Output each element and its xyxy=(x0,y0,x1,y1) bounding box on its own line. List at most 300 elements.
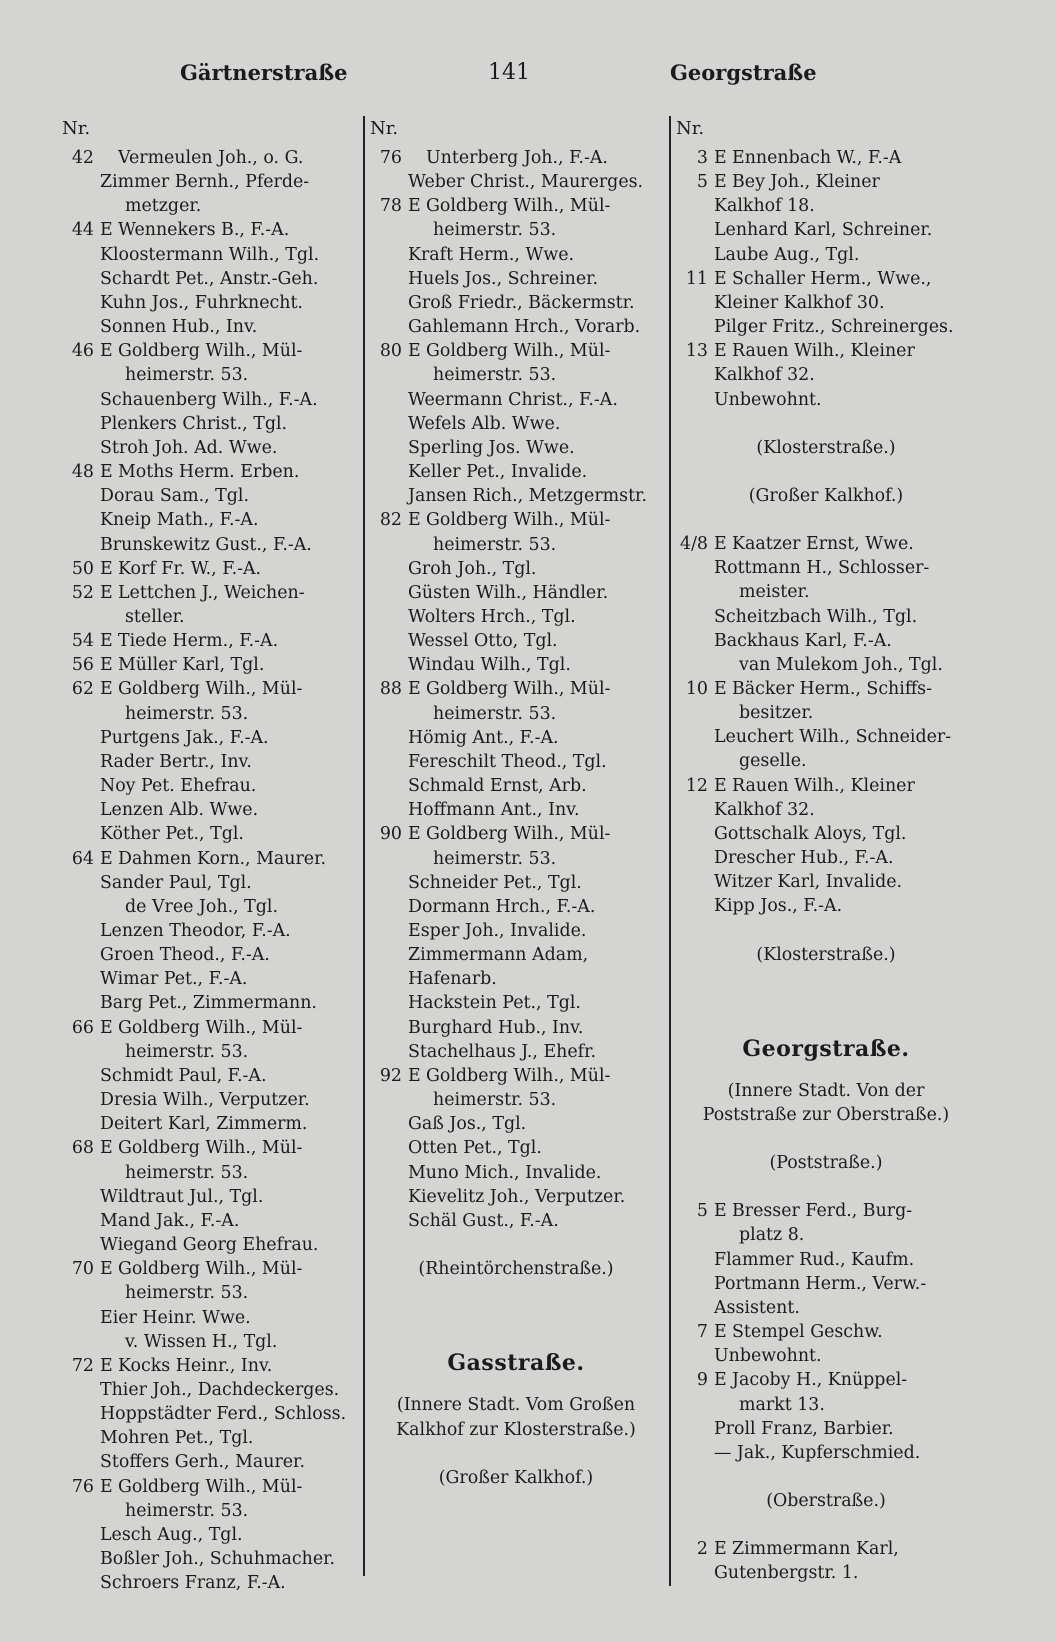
resident-text: Jansen Rich., Metzgermstr. xyxy=(408,486,647,507)
resident-text: heimerstr. 53. xyxy=(433,365,557,386)
owner-marker: E xyxy=(100,558,113,579)
address-entry-line xyxy=(370,1185,662,1209)
resident-text: Schmidt Paul, F.-A. xyxy=(100,1065,267,1086)
house-number: 50 xyxy=(71,558,94,579)
address-entry xyxy=(62,1257,356,1281)
page-number: 141 xyxy=(488,60,530,85)
resident-text: Lettchen J., Weichen- xyxy=(118,582,305,603)
house-number: 10 xyxy=(685,678,708,699)
resident-text: Kraft Herm., Wwe. xyxy=(408,244,575,265)
resident-text: heimerstr. 53. xyxy=(125,365,249,386)
resident-text: Rader Bertr., Inv. xyxy=(100,751,252,772)
house-number: 7 xyxy=(696,1322,708,1343)
address-entry-line xyxy=(62,1209,356,1233)
resident-text: Backhaus Karl, F.-A. xyxy=(714,630,892,651)
resident-text: de Vree Joh., Tgl. xyxy=(125,896,278,917)
owner-marker: E xyxy=(100,220,113,241)
house-number: 44 xyxy=(71,220,94,241)
house-number: 80 xyxy=(379,341,402,362)
resident-text: Güsten Wilh., Händler. xyxy=(408,582,609,603)
address-entry-line xyxy=(62,1330,356,1354)
address-entry-line xyxy=(676,1344,976,1368)
header-left-title: Gärtnerstraße xyxy=(180,60,348,85)
address-entry xyxy=(62,1136,356,1160)
address-entry-line xyxy=(62,991,356,1015)
street-description: (Innere Stadt. Vom Großen xyxy=(396,1395,636,1416)
resident-text: Kleiner Kalkhof 30. xyxy=(714,292,885,313)
resident-text: Vermeulen Joh., o. G. xyxy=(118,148,304,168)
column-2 xyxy=(370,112,662,1490)
resident-text: heimerstr. 53. xyxy=(125,703,249,724)
resident-text: Wessel Otto, Tgl. xyxy=(408,631,558,652)
resident-text: Hackstein Pet., Tgl. xyxy=(408,993,581,1014)
address-entry-line xyxy=(676,1272,976,1296)
owner-marker: E xyxy=(714,341,727,362)
resident-text: heimerstr. 53. xyxy=(433,703,557,724)
address-entry-line xyxy=(62,702,356,726)
house-number: 68 xyxy=(71,1138,94,1159)
address-entry-line xyxy=(62,267,356,291)
address-entry-line xyxy=(370,967,662,991)
owner-marker: E xyxy=(714,775,727,796)
resident-text: heimerstr. 53. xyxy=(433,534,557,555)
address-entry xyxy=(676,170,976,194)
address-entry-line xyxy=(370,315,662,339)
owner-marker: E xyxy=(714,1539,727,1560)
address-entry-line xyxy=(62,871,356,895)
resident-text: Hoffmann Ant., Inv. xyxy=(408,800,580,821)
resident-text: Fereschilt Theod., Tgl. xyxy=(408,751,607,772)
address-entry xyxy=(676,774,976,798)
address-entry xyxy=(62,653,356,677)
owner-marker: E xyxy=(100,679,113,700)
resident-text: Gahlemann Hrch., Vorarb. xyxy=(408,317,641,338)
owner-marker: E xyxy=(408,1065,421,1086)
owner-marker: E xyxy=(714,1201,727,1222)
resident-text: Goldberg Wilh., Mül- xyxy=(118,679,303,700)
cross-street: (Großer Kalkhof.) xyxy=(438,1467,594,1488)
resident-text: heimerstr. 53. xyxy=(433,848,557,869)
resident-text: Goldberg Wilh., Mül- xyxy=(118,1476,303,1497)
address-entry xyxy=(62,677,356,701)
address-entry-line xyxy=(370,1136,662,1160)
resident-text: Kloostermann Wilh., Tgl. xyxy=(100,244,320,265)
address-entry-line xyxy=(62,1064,356,1088)
address-entry-line xyxy=(62,1185,356,1209)
address-entry xyxy=(370,822,662,846)
address-entry-line xyxy=(370,243,662,267)
address-entry-line xyxy=(370,1040,662,1064)
address-entry-line xyxy=(62,750,356,774)
address-entry xyxy=(62,1354,356,1378)
owner-marker: E xyxy=(714,678,727,699)
house-number: 72 xyxy=(71,1355,94,1376)
resident-text: Zimmermann Adam, xyxy=(408,945,589,966)
resident-text: platz 8. xyxy=(739,1225,805,1246)
address-entry xyxy=(62,339,356,363)
address-entry xyxy=(676,1537,976,1561)
house-number: 90 xyxy=(379,824,402,845)
resident-text: Wolters Hrch., Tgl. xyxy=(408,606,576,627)
address-entry-line xyxy=(676,798,976,822)
house-number: 48 xyxy=(71,462,94,483)
address-entry-line xyxy=(676,1393,976,1417)
address-entry-line xyxy=(370,943,662,967)
resident-text: Ennenbach W., F.-A xyxy=(732,148,902,168)
resident-text: Drescher Hub., F.-A. xyxy=(714,848,894,869)
address-entry-line xyxy=(370,629,662,653)
address-entry xyxy=(676,1368,976,1392)
resident-text: Unbewohnt. xyxy=(714,1346,822,1367)
street-description: Poststraße zur Oberstraße.) xyxy=(702,1105,950,1125)
address-entry-line xyxy=(370,1112,662,1136)
address-entry-line xyxy=(370,702,662,726)
address-entry-line xyxy=(370,267,662,291)
owner-marker: E xyxy=(100,582,113,603)
house-number: 12 xyxy=(685,775,708,796)
address-entry-line xyxy=(62,436,356,460)
entry-list xyxy=(370,146,662,1233)
address-entry-line xyxy=(62,943,356,967)
owner-marker: E xyxy=(100,1355,113,1376)
address-entry-line xyxy=(676,1417,976,1441)
owner-marker: E xyxy=(100,462,113,483)
owner-marker: E xyxy=(100,631,113,652)
address-entry-line xyxy=(62,388,356,412)
resident-text: Sonnen Hub., Inv. xyxy=(100,317,258,338)
cross-street: (Oberstraße.) xyxy=(766,1491,886,1512)
resident-text: Gaß Jos., Tgl. xyxy=(408,1114,527,1135)
house-number: 54 xyxy=(71,631,94,652)
address-entry-line xyxy=(676,291,976,315)
address-entry-line xyxy=(62,1426,356,1450)
resident-text: Sperling Jos. Wwe. xyxy=(408,437,575,458)
address-entry-line xyxy=(62,774,356,798)
resident-text: Wimar Pet., F.-A. xyxy=(100,969,248,990)
resident-text: meister. xyxy=(739,582,810,603)
address-entry-line xyxy=(676,556,976,580)
resident-text: Hoppstädter Ferd., Schloss. xyxy=(100,1404,347,1425)
resident-text: heimerstr. 53. xyxy=(125,1041,249,1062)
resident-text: Müller Karl, Tgl. xyxy=(118,655,265,676)
resident-text: Schaller Herm., Wwe., xyxy=(732,268,932,289)
resident-text: Goldberg Wilh., Mül- xyxy=(426,341,611,362)
resident-text: Wennekers B., F.-A. xyxy=(118,220,290,241)
resident-text: Goldberg Wilh., Mül- xyxy=(426,1065,611,1086)
column-divider xyxy=(363,116,365,1576)
address-entry-line xyxy=(62,291,356,315)
address-entry-line xyxy=(370,460,662,484)
resident-text: Witzer Karl, Invalide. xyxy=(714,872,903,893)
resident-text: Scheitzbach Wilh., Tgl. xyxy=(714,606,918,627)
address-entry-line xyxy=(676,846,976,870)
house-number: 9 xyxy=(696,1370,708,1391)
resident-text: Portmann Herm., Verw.- xyxy=(714,1273,927,1294)
address-entry-line xyxy=(370,436,662,460)
address-entry-line xyxy=(62,822,356,846)
resident-text: Lenzen Theodor, F.-A. xyxy=(100,921,291,941)
cross-street: (Klosterstraße.) xyxy=(756,944,896,965)
address-entry-line xyxy=(370,605,662,629)
house-number: 88 xyxy=(379,679,402,700)
address-entry-line xyxy=(676,580,976,604)
resident-text: Laube Aug., Tgl. xyxy=(714,244,860,265)
address-entry-line xyxy=(370,895,662,919)
resident-text: Mand Jak., F.-A. xyxy=(100,1210,240,1231)
house-number: 52 xyxy=(71,582,94,603)
resident-text: Wiegand Georg Ehefrau. xyxy=(100,1235,319,1256)
owner-marker: E xyxy=(100,848,113,869)
cross-street: (Rheintörchenstraße.) xyxy=(418,1259,614,1280)
owner-marker: E xyxy=(100,1259,113,1280)
owner-marker: E xyxy=(100,1017,113,1038)
address-entry-line xyxy=(62,533,356,557)
resident-text: Goldberg Wilh., Mül- xyxy=(426,824,611,845)
resident-text: — Jak., Kupferschmied. xyxy=(714,1442,921,1463)
address-entry-line xyxy=(370,991,662,1015)
house-number: 42 xyxy=(71,148,94,168)
column-1 xyxy=(62,112,356,1595)
resident-text: Assistent. xyxy=(714,1297,800,1318)
resident-text: Unbewohnt. xyxy=(714,389,822,410)
header-right-title: Georgstraße xyxy=(670,60,817,85)
address-entry xyxy=(62,146,356,170)
address-entry xyxy=(62,1475,356,1499)
address-entry-line xyxy=(62,484,356,508)
street-title: Georgstraße. xyxy=(742,1035,910,1062)
address-entry-line xyxy=(676,894,976,918)
house-number: 5 xyxy=(696,1201,708,1222)
owner-marker: E xyxy=(408,196,421,217)
owner-marker: E xyxy=(408,824,421,845)
house-number: 2 xyxy=(696,1539,708,1560)
entry-list xyxy=(676,146,976,412)
address-entry-line xyxy=(62,1281,356,1305)
resident-text: Goldberg Wilh., Mül- xyxy=(118,1259,303,1280)
address-entry-line xyxy=(370,871,662,895)
address-entry-line xyxy=(62,1571,356,1595)
resident-text: Boßler Joh., Schuhmacher. xyxy=(100,1549,336,1570)
column-head: Nr. xyxy=(62,118,91,139)
address-entry xyxy=(370,339,662,363)
address-entry-line xyxy=(62,1112,356,1136)
address-entry-line xyxy=(370,726,662,750)
resident-text: Eier Heinr. Wwe. xyxy=(100,1307,251,1328)
resident-text: Wefels Alb. Wwe. xyxy=(408,413,561,434)
house-number: 78 xyxy=(379,196,402,217)
resident-text: Stempel Geschw. xyxy=(732,1322,883,1343)
address-entry xyxy=(676,1199,976,1223)
resident-text: Dormann Hrch., F.-A. xyxy=(408,896,596,917)
resident-text: Goldberg Wilh., Mül- xyxy=(118,341,303,362)
address-entry-line xyxy=(370,363,662,387)
address-entry-line xyxy=(676,1441,976,1465)
resident-text: Lenzen Alb. Wwe. xyxy=(100,800,259,821)
page-header xyxy=(0,60,1056,100)
resident-text: Dresia Wilh., Verputzer. xyxy=(100,1090,310,1111)
resident-text: Wildtraut Jul., Tgl. xyxy=(100,1186,264,1207)
resident-text: Rauen Wilh., Kleiner xyxy=(732,775,915,796)
resident-text: Hafenarb. xyxy=(408,969,497,990)
house-number: 5 xyxy=(696,172,708,193)
address-entry-line xyxy=(62,1378,356,1402)
owner-marker: E xyxy=(100,655,113,676)
resident-text: Lesch Aug., Tgl. xyxy=(100,1524,243,1545)
resident-text: Zimmermann Karl, xyxy=(732,1539,899,1560)
address-entry-line xyxy=(62,798,356,822)
address-entry xyxy=(62,847,356,871)
street-description: Kalkhof zur Klosterstraße.) xyxy=(396,1419,636,1440)
resident-text: Stachelhaus J., Ehefr. xyxy=(408,1041,597,1062)
address-entry-line xyxy=(370,581,662,605)
address-entry xyxy=(370,508,662,532)
address-entry-line xyxy=(676,1248,976,1272)
address-entry-line xyxy=(676,1223,976,1247)
resident-text: markt 13. xyxy=(739,1394,825,1415)
address-entry-line xyxy=(676,1561,976,1585)
house-number: 11 xyxy=(685,268,708,289)
resident-text: Kipp Jos., F.-A. xyxy=(714,896,843,917)
address-entry-line xyxy=(62,919,356,943)
address-entry-line xyxy=(676,1296,976,1320)
resident-text: Groß Friedr., Bäckermstr. xyxy=(408,292,635,313)
resident-text: Groen Theod., F.-A. xyxy=(100,945,270,966)
owner-marker: E xyxy=(100,1476,113,1497)
resident-text: Korf Fr. W., F.-A. xyxy=(118,558,262,579)
address-entry xyxy=(676,1320,976,1344)
address-entry-line xyxy=(370,218,662,242)
address-entry-line xyxy=(370,388,662,412)
resident-text: heimerstr. 53. xyxy=(433,1090,557,1111)
house-number: 46 xyxy=(71,341,94,362)
address-entry-line xyxy=(370,919,662,943)
owner-marker: E xyxy=(408,679,421,700)
resident-text: Goldberg Wilh., Mül- xyxy=(426,196,611,217)
house-number: 62 xyxy=(71,679,94,700)
street-description: (Innere Stadt. Von der xyxy=(727,1080,925,1101)
address-entry-line xyxy=(62,1306,356,1330)
address-entry-line xyxy=(62,363,356,387)
resident-text: heimerstr. 53. xyxy=(125,1283,249,1304)
address-entry-line xyxy=(62,1523,356,1547)
house-number: 92 xyxy=(379,1065,402,1086)
owner-marker: E xyxy=(714,268,727,289)
address-entry-line xyxy=(62,170,356,194)
resident-text: Goldberg Wilh., Mül- xyxy=(118,1017,303,1038)
column-divider xyxy=(669,116,671,1586)
house-number: 82 xyxy=(379,510,402,531)
address-entry-line xyxy=(62,1233,356,1257)
address-entry xyxy=(676,677,976,701)
owner-marker: E xyxy=(714,1370,727,1391)
resident-text: Bresser Ferd., Burg- xyxy=(732,1201,913,1222)
resident-text: Purtgens Jak., F.-A. xyxy=(100,727,269,748)
resident-text: Stroh Joh. Ad. Wwe. xyxy=(100,437,278,458)
resident-text: Köther Pet., Tgl. xyxy=(100,824,244,845)
resident-text: Moths Herm. Erben. xyxy=(118,462,300,483)
owner-marker: E xyxy=(714,148,727,168)
address-entry xyxy=(370,146,662,170)
resident-text: geselle. xyxy=(739,751,807,772)
resident-text: metzger. xyxy=(125,196,202,217)
address-entry-line xyxy=(370,170,662,194)
address-entry-line xyxy=(62,315,356,339)
resident-text: Dahmen Korn., Maurer. xyxy=(118,848,327,869)
resident-text: Burghard Hub., Inv. xyxy=(408,1017,584,1038)
resident-text: Lenhard Karl, Schreiner. xyxy=(714,220,933,241)
resident-text: Plenkers Christ., Tgl. xyxy=(100,413,288,434)
resident-text: Otten Pet., Tgl. xyxy=(408,1138,542,1159)
owner-marker: E xyxy=(408,341,421,362)
address-entry xyxy=(62,557,356,581)
resident-text: Kocks Heinr., Inv. xyxy=(118,1355,273,1376)
owner-marker: E xyxy=(714,534,727,555)
resident-text: Kalkhof 32. xyxy=(714,799,815,820)
address-entry-line xyxy=(62,243,356,267)
column-3 xyxy=(676,112,976,1586)
resident-text: Dorau Sam., Tgl. xyxy=(100,486,250,507)
address-entry-line xyxy=(676,749,976,773)
resident-text: heimerstr. 53. xyxy=(125,1500,249,1521)
address-entry-line xyxy=(676,870,976,894)
address-entry xyxy=(370,677,662,701)
address-entry-line xyxy=(370,1016,662,1040)
resident-text: Brunskewitz Gust., F.-A. xyxy=(100,534,312,555)
resident-text: Noy Pet. Ehefrau. xyxy=(100,776,257,797)
owner-marker: E xyxy=(100,341,113,362)
owner-marker: E xyxy=(100,1138,113,1159)
address-entry-line xyxy=(370,291,662,315)
resident-text: Mohren Pet., Tgl. xyxy=(100,1428,254,1449)
resident-text: Keller Pet., Invalide. xyxy=(408,462,588,483)
address-entry xyxy=(62,581,356,605)
resident-text: Stoffers Gerh., Maurer. xyxy=(100,1452,305,1473)
resident-text: Hömig Ant., F.-A. xyxy=(408,727,559,748)
address-entry-line xyxy=(62,1088,356,1112)
address-entry-line xyxy=(676,315,976,339)
cross-street: (Klosterstraße.) xyxy=(756,437,896,458)
address-entry-line xyxy=(370,1209,662,1233)
address-entry-line xyxy=(676,363,976,387)
address-entry xyxy=(676,267,976,291)
address-entry-line xyxy=(62,967,356,991)
resident-text: Weermann Christ., F.-A. xyxy=(408,389,618,410)
house-number: 76 xyxy=(379,148,402,168)
resident-text: heimerstr. 53. xyxy=(125,1162,249,1183)
resident-text: Schneider Pet., Tgl. xyxy=(408,872,582,893)
resident-text: Sander Paul, Tgl. xyxy=(100,872,252,893)
resident-text: Muno Mich., Invalide. xyxy=(408,1162,602,1183)
resident-text: Goldberg Wilh., Mül- xyxy=(118,1138,303,1159)
resident-text: Unterberg Joh., F.-A. xyxy=(426,148,608,168)
resident-text: Bäcker Herm., Schiffs- xyxy=(732,678,932,699)
address-entry-line xyxy=(62,1547,356,1571)
address-entry-line xyxy=(62,194,356,218)
cross-street: (Großer Kalkhof.) xyxy=(748,485,904,506)
resident-text: Goldberg Wilh., Mül- xyxy=(426,510,611,531)
resident-text: Schäl Gust., F.-A. xyxy=(408,1210,559,1231)
resident-text: Flammer Rud., Kaufm. xyxy=(714,1249,915,1270)
resident-text: Rauen Wilh., Kleiner xyxy=(732,341,915,362)
address-entry-line xyxy=(370,1161,662,1185)
address-entry-line xyxy=(676,725,976,749)
address-entry-line xyxy=(62,1402,356,1426)
resident-text: Esper Joh., Invalide. xyxy=(408,921,587,941)
address-entry xyxy=(62,629,356,653)
address-entry-line xyxy=(370,774,662,798)
owner-marker: E xyxy=(408,510,421,531)
resident-text: Kievelitz Joh., Verputzer. xyxy=(408,1186,626,1207)
